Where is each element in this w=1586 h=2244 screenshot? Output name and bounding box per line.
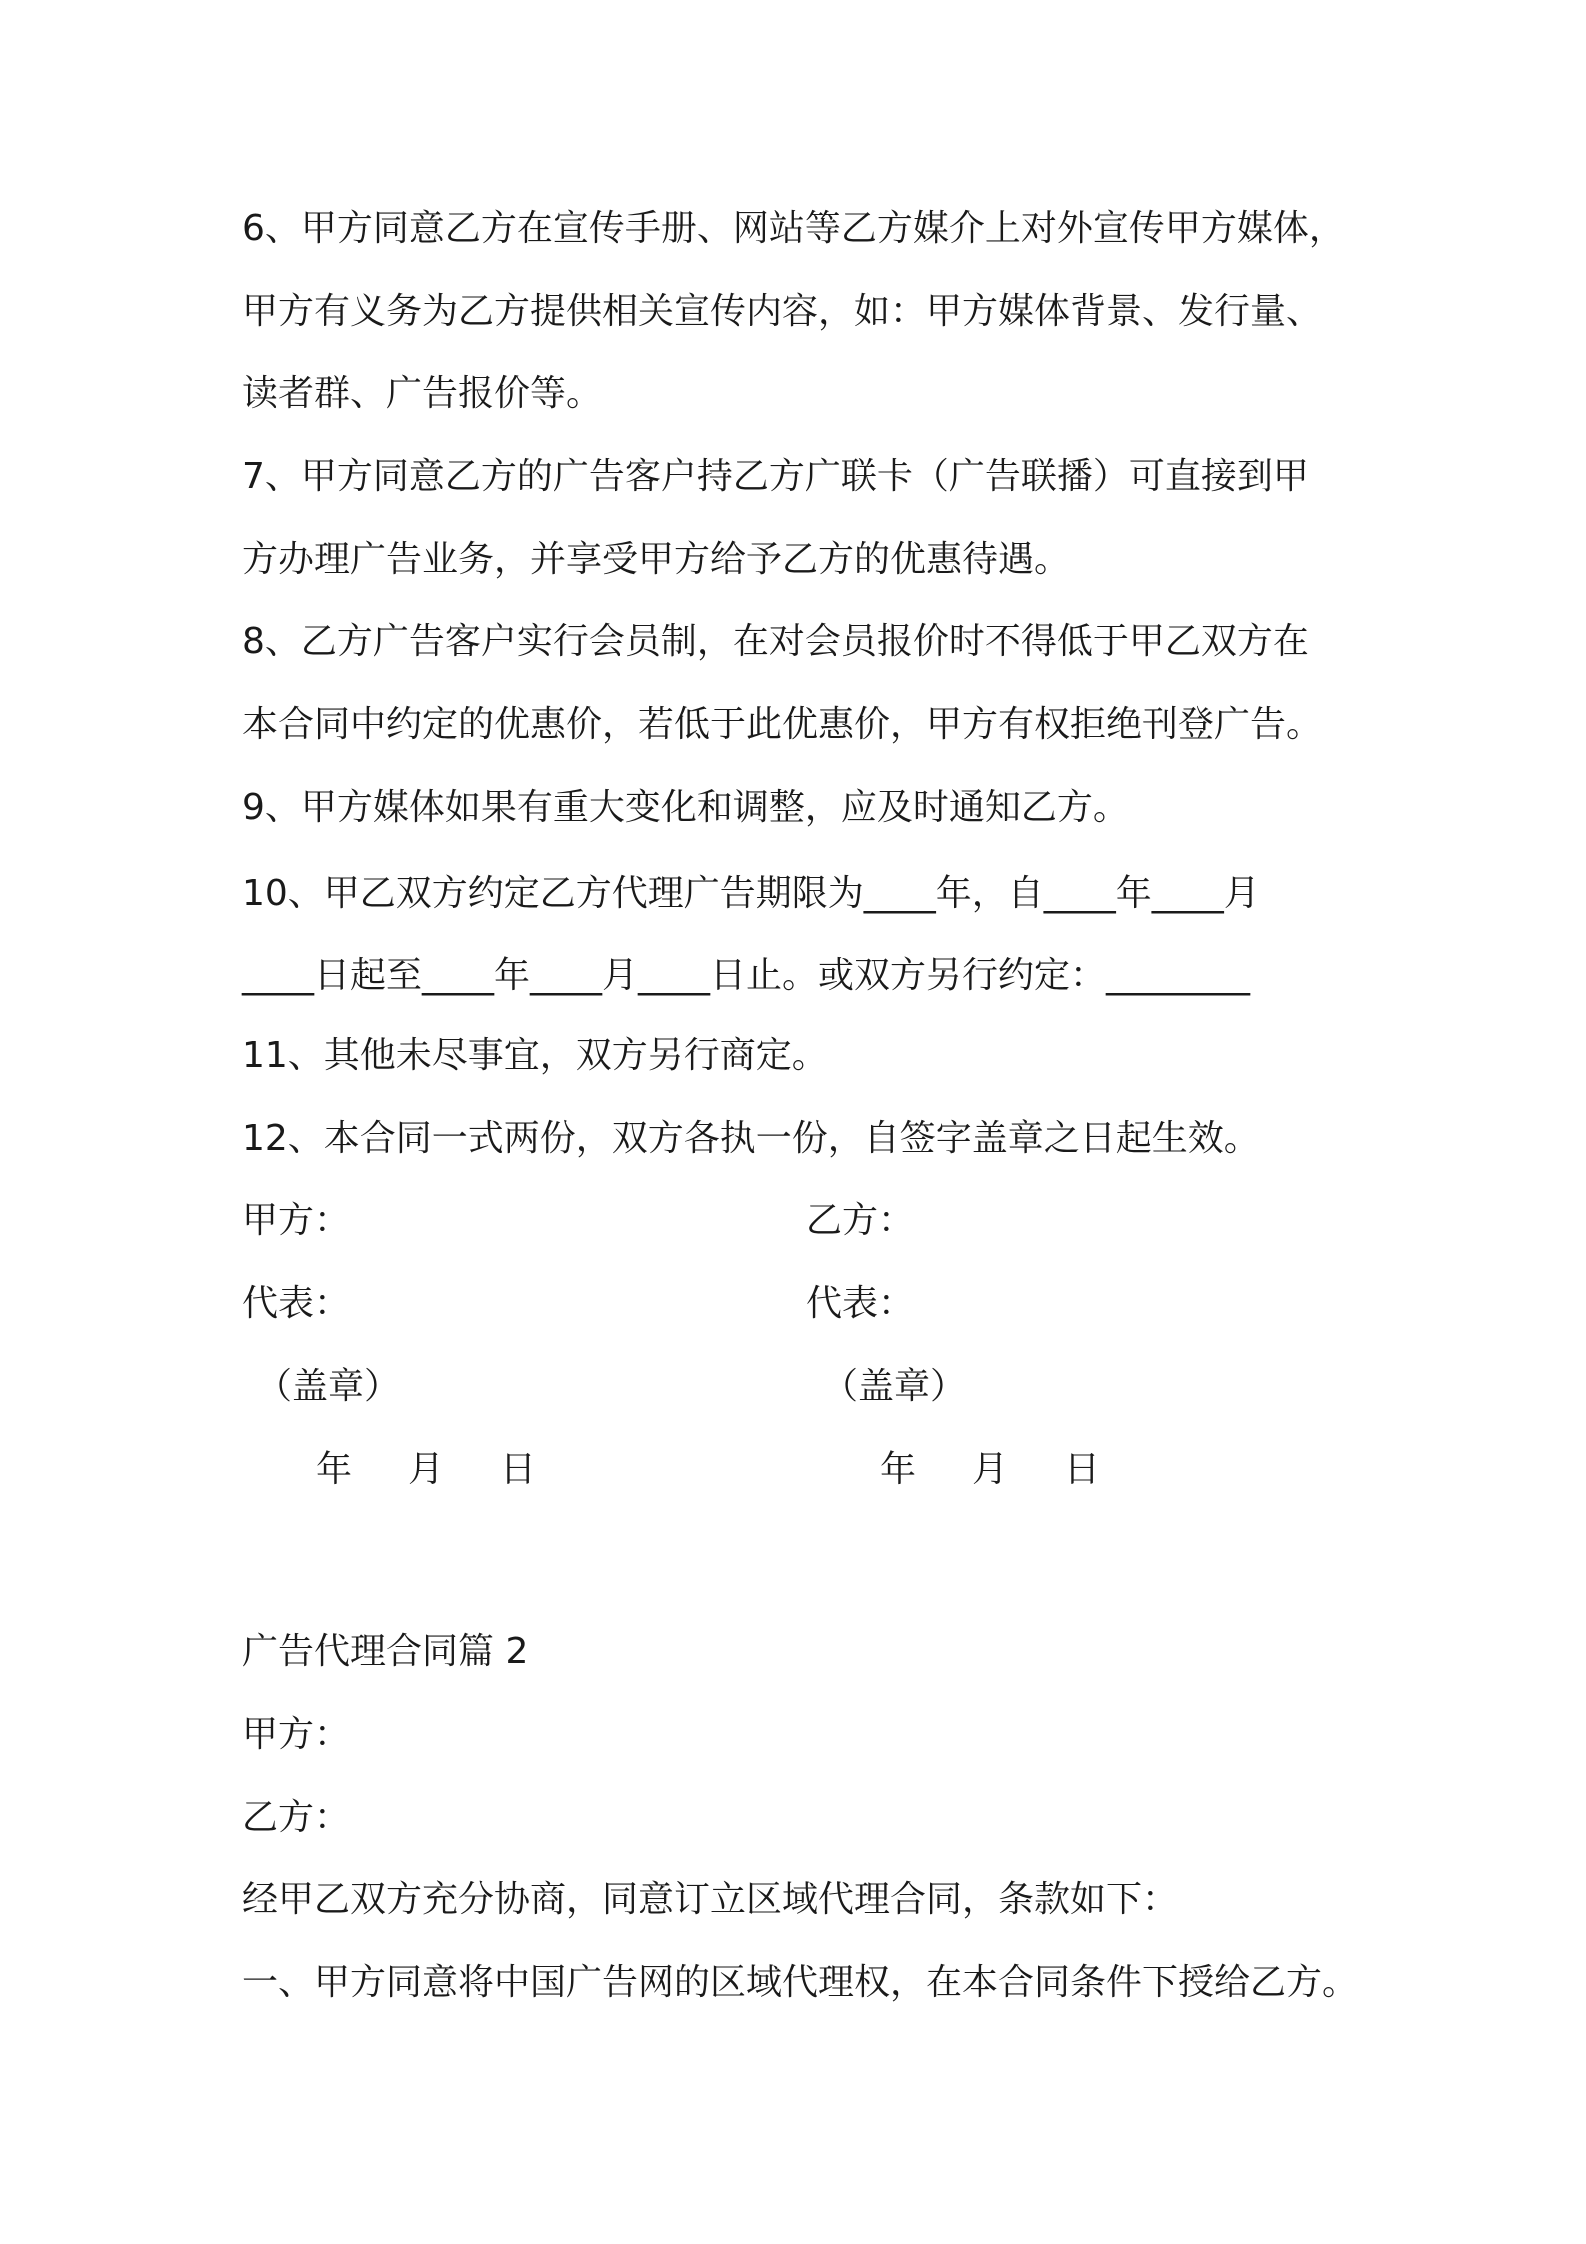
party-a-label: 甲方：: [242, 1200, 351, 1241]
clause-6-line-2: 甲方有义务为乙方提供相关宣传内容，如：甲方媒体背景、发行量、: [242, 291, 1323, 332]
date-month-a: 月: [408, 1449, 445, 1490]
date-month-b: 月: [972, 1449, 1009, 1490]
clause-10-line-2: ____日起至____年____月____日止。或双方另行约定：________: [242, 955, 1251, 996]
section-2-party-b: 乙方：: [242, 1797, 351, 1838]
clause-10-line-1: 10、甲乙双方约定乙方代理广告期限为____年，自____年____月: [242, 873, 1260, 914]
date-day-b: 日: [1064, 1449, 1101, 1490]
date-line-a: [316, 1446, 536, 1494]
date-day-a: 日: [500, 1449, 537, 1490]
clause-12: 12、本合同一式两份，双方各执一份，自签字盖章之日起生效。: [242, 1118, 1260, 1159]
clause-8-line-2: 本合同中约定的优惠价，若低于此优惠价，甲方有权拒绝刊登广告。: [242, 704, 1323, 745]
clause-9: 9、甲方媒体如果有重大变化和调整，应及时通知乙方。: [242, 787, 1129, 828]
seal-b-label: （盖章）: [822, 1366, 967, 1407]
clause-7-line-1: 7、甲方同意乙方的广告客户持乙方广联卡（广告联播）可直接到甲: [242, 456, 1309, 497]
clause-8-line-1: 8、乙方广告客户实行会员制，在对会员报价时不得低于甲乙双方在: [242, 621, 1309, 662]
date-year-a: 年: [316, 1449, 353, 1490]
clause-6-line-3: 读者群、广告报价等。: [242, 373, 603, 414]
party-b-label: 乙方：: [806, 1200, 915, 1241]
representative-a-label: 代表：: [242, 1283, 351, 1324]
date-line-b: [880, 1446, 1100, 1494]
section-2-party-a: 甲方：: [242, 1714, 351, 1755]
representative-b-label: 代表：: [806, 1283, 915, 1324]
date-year-b: 年: [880, 1449, 917, 1490]
clause-11: 11、其他未尽事宜，双方另行商定。: [242, 1035, 828, 1076]
clause-6-line-1: 6、甲方同意乙方在宣传手册、网站等乙方媒介上对外宣传甲方媒体，: [242, 208, 1345, 249]
clause-7-line-2: 方办理广告业务，并享受甲方给予乙方的优惠待遇。: [242, 539, 1071, 580]
section-2-intro: 经甲乙双方充分协商，同意订立区域代理合同，条款如下：: [242, 1879, 1179, 1920]
seal-a-label: （盖章）: [256, 1366, 401, 1407]
section-2-title: 广告代理合同篇 2: [242, 1631, 529, 1672]
section-2-clause-1: 一、甲方同意将中国广告网的区域代理权，在本合同条件下授给乙方。: [242, 1962, 1359, 2003]
